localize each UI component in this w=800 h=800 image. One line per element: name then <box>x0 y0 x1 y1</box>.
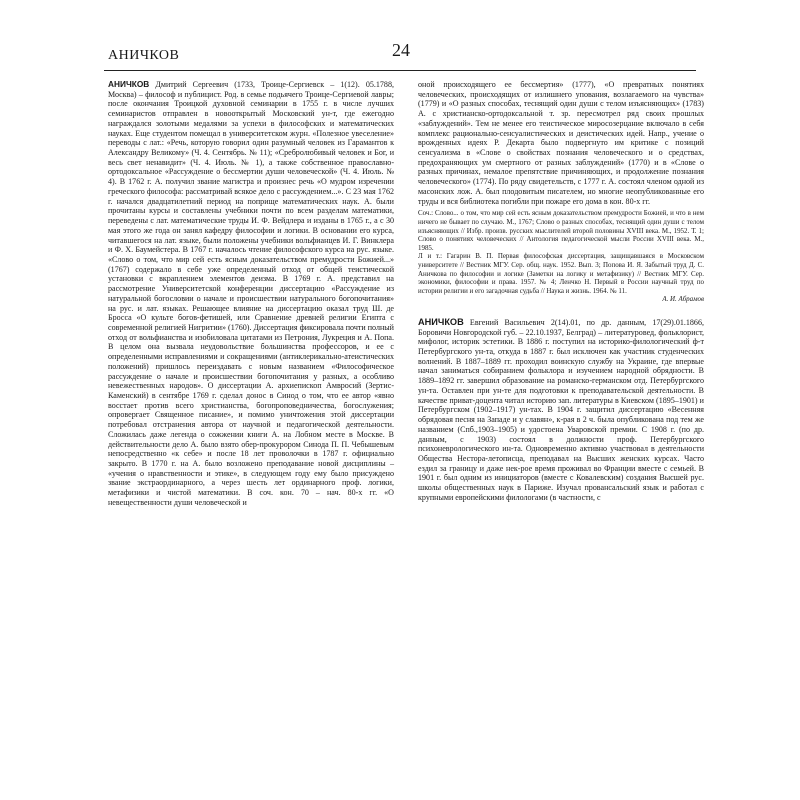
entry-anichkov-evgeny <box>418 318 704 503</box>
works-label: Соч.: <box>418 209 434 218</box>
right-column <box>418 80 704 503</box>
entry-text: Дмитрий Сергеевич (1733, Троице-Сергиевск – 1(12). 05.1788, Москва) – философ и публицист. Род. в семье подьячего Троице-Сергиевой лавры; после окончания Троицкой духовной семинарии в 1755 г. в числе лучших семинаристов отправлен в новооткрытый Московский ун-т, где ежегодно награждался золотыми медалями за успехи в философских и математических науках. Еще студентом помещал в университетском журн. «Полезное увеселение» переводы с лат.: «Речь, которую говорил один разумный человек из Гарамантов к Александру Великому» (Ч. 4. Сентябрь. № 11); «Сребролюбивый человек и Бог, и весь свет ненавидит» (Ч. 4. Июль. № 1), а также собственное православно-ортодоксальное «Рассуждение о бессмертии души человеческой» (Ч. 4. Июль. № 4). В 1762 г. А. получил звание магистра и произнес речь «О мудром изречении греческого философа: рассматривай всякое дело с рассуждением...». С 23 мая 1762 г. начался двадцатилетний период на поприще математических наук. А. были прочитаны курсы и составлены учебники почти по всем разделам математики, переведены с лат. математические труды И. Ф. Вейдлера и изданы в 1765 г., а с 30 мая этого же года он занял кафедру философии и логики. В основании его курса, читавшегося на лат. языке, были положены учебники вольфианцев И. Г. Винклера и Ф. Х. Баумейстера. В 1767 г. началось чтение философского курса на рус. языке. «Слово о том, что мир сей есть ясным доказательством премудрости Божией...» (1767) содержало в себе уже определенный отход от общей теистической установки с вкраплением элементов деизма. В 1769 г. А. представил на рассмотрение Университетской конференции диссертацию «Рассуждение из натуральной богословии о начале и происшествии натурального богопочитания» на рус. и лат. языках. Решающее влияние на диссертацию оказал труд Ш. де Бросса «О культе богов-фетишей, или Сравнение древней религии Египта с современной религией Нигритии» (1760). Диссертация фиксировала почти полный отход от вольфианства и изобиловала цитатами из Петрония, Лукреция и А. Попа. В целом она вызвала неудовольствие большинства профессоров, и ее с определенными исправлениями и сокращениями (антиклерикально-атеистических положений) пришлось переиздавать с новым названием «Философическое рассуждение о начале и происшествии богопочитания у разных, а особливо невежественных народов». О диссертации А. архиепископ Амвросий (Зертис-Каменский) в сентябре 1769 г. сделал донос в Синод о том, что ее автор «явно восстает против всего христианства, богопроповедничества, богослужения; опровергает Священное писание», и помимо уничтожения этой диссертации потребовал отстранения автора от научной и педагогической деятельности. Сложилась даже легенда о сожжении книги А. на Лобном месте в Москве. В действительности дело А. было взято обер-прокурором Синода П. П. Чебышевым непосредственно «к себе» и после 18 лет проволочки в 1787 г. официально закрыто. В 1770 г. на А. было возложено преподавание новой дисциплины – «учения о нравственности и этике», в следующем году ему было присуждено звание экстраординарного, а через шесть лет ординарного проф. логики, метафизики и чистой математики. В соч. кон. 70 – нач. 80-х гг. «О невещественности души человеческой и <box>108 80 394 507</box>
header-rule <box>104 70 696 71</box>
works-text: Слово... о том, что мир сей есть ясным доказательством премудрости Божией, и что в нем ничего не бывает по случаю. М., 1767; Слово о разных способах, теснящий один души с телом изъясняющих // Избр. произв. русских мыслителей второй половины XVIII века. М., 1952. Т. 1; Слово о понятиях человеческих // Антология педагогической мысли России XVIII века. М., 1985. <box>418 209 704 252</box>
literature-text: Гагарин В. П. Первая философская диссертация, защищавшаяся в Московском университете // Вестник МГУ. Сер. общ. наук. 1952. Вып. 3; Попова И. Я. Забытый труд Д. С. Аничкова по философии и логике (Заметки на логику и метафизику) // Вестник МГУ. Сер. экономики, философии и права. 1957. № 4; Ленчко Н. Первый в России научный труд по истории религии и его загадочная судьба // Наука и жизнь. 1964. № 11. <box>418 252 704 295</box>
literature-label: Л и т.: <box>418 252 443 261</box>
left-column <box>108 80 394 508</box>
entry-continuation: оной происходящего ее бессмертия» (1777), «О превратных понятиях человеческих, происходящих от излишнего упования, возлагаемого на чувства» (1779) и «О разных способах, теснящий один души с телом изъясняющих» (1783) А. с христианско-ортодоксальной т. зр. пересмотрел ряд своих прошлых «заблуждений». Тем не менее его теистическое миросозерцание включало в себя комплекс рационально-сенсуалистических и деистических идей. Напр., учение о врожденных идеях Р. Декарта было подвергнуто им критике с позиций сенсуализма в «Слове о свойствах познания человеческого и о средствах, предохраняющих ум смертного от разных заблуждений» (1770) и в «Слове о разных причинах, немалое препятствие причиняющих, и продолжение познания человеческого» (1774). По ряду свидетельств, с 1777 г. А. состоял членом одной из масонских лож. А. был плодовитым писателем, но многие неопубликованные его труды и вся библиотека погибли при пожаре его дома в кон. 80-х гг. <box>418 80 704 206</box>
running-title: АНИЧКОВ <box>108 48 180 63</box>
entry-author: А. И. Абрамов <box>662 295 704 304</box>
page-number: 24 <box>392 40 410 60</box>
headword: АНИЧКОВ <box>418 316 464 327</box>
works-list <box>418 209 704 252</box>
literature-list <box>418 252 704 295</box>
entry-text: Евгений Васильевич 2(14).01, по др. данным, 17(29).01.1866, Боровичи Новгородской губ. – 22.10.1937, Белград) – литературовед, фольклорист, мифолог, историк эстетики. В 1886 г. поступил на историко-филологический ф-т Петербургского ун-та, откуда в 1887 г. был исключен как участник студенческих волнений. В 1887–1889 гг. проходил воинскую службу на Украине, где впервые начал заниматься собиранием фольклора и изучением народной обрядности. В 1889–1892 гг. завершил образование на романско-германском отд. Петербургского ун-та. Оставлен при ун-те для подготовки к преподавательской деятельности. В качестве приват-доцента читал историю зап. литературы в Киевском (1895–1901) и Петербургском (1902–1917) ун-тах. В 1904 г. защитил диссертацию «Весенняя обрядовая песня на Западе и у славян», к-рая в 2 ч. была опубликована под тем же названием (Спб.,1903–1905) и удостоена Уваровской премии. С 1908 г. (по др. данным, с 1903) состоял в должности проф. Петербургского психоневрологического ин-та. Одновременно активно участвовал в деятельности Общества Нестора-летописца, преподавал на Высших женских курсах. Часто ездил за границу и даже нек-рое время проживал во Франции вместе с семьей. В 1901 г. был одним из инициаторов (вместе с Ковалевским) создания Высшей рус. школы общественных наук в Париже. Изучал провансальский язык и работал с крупными европейскими филологами (в частности, с <box>418 317 704 502</box>
headword: АНИЧКОВ <box>108 79 150 89</box>
entry-anichkov-dmitry <box>108 80 394 508</box>
